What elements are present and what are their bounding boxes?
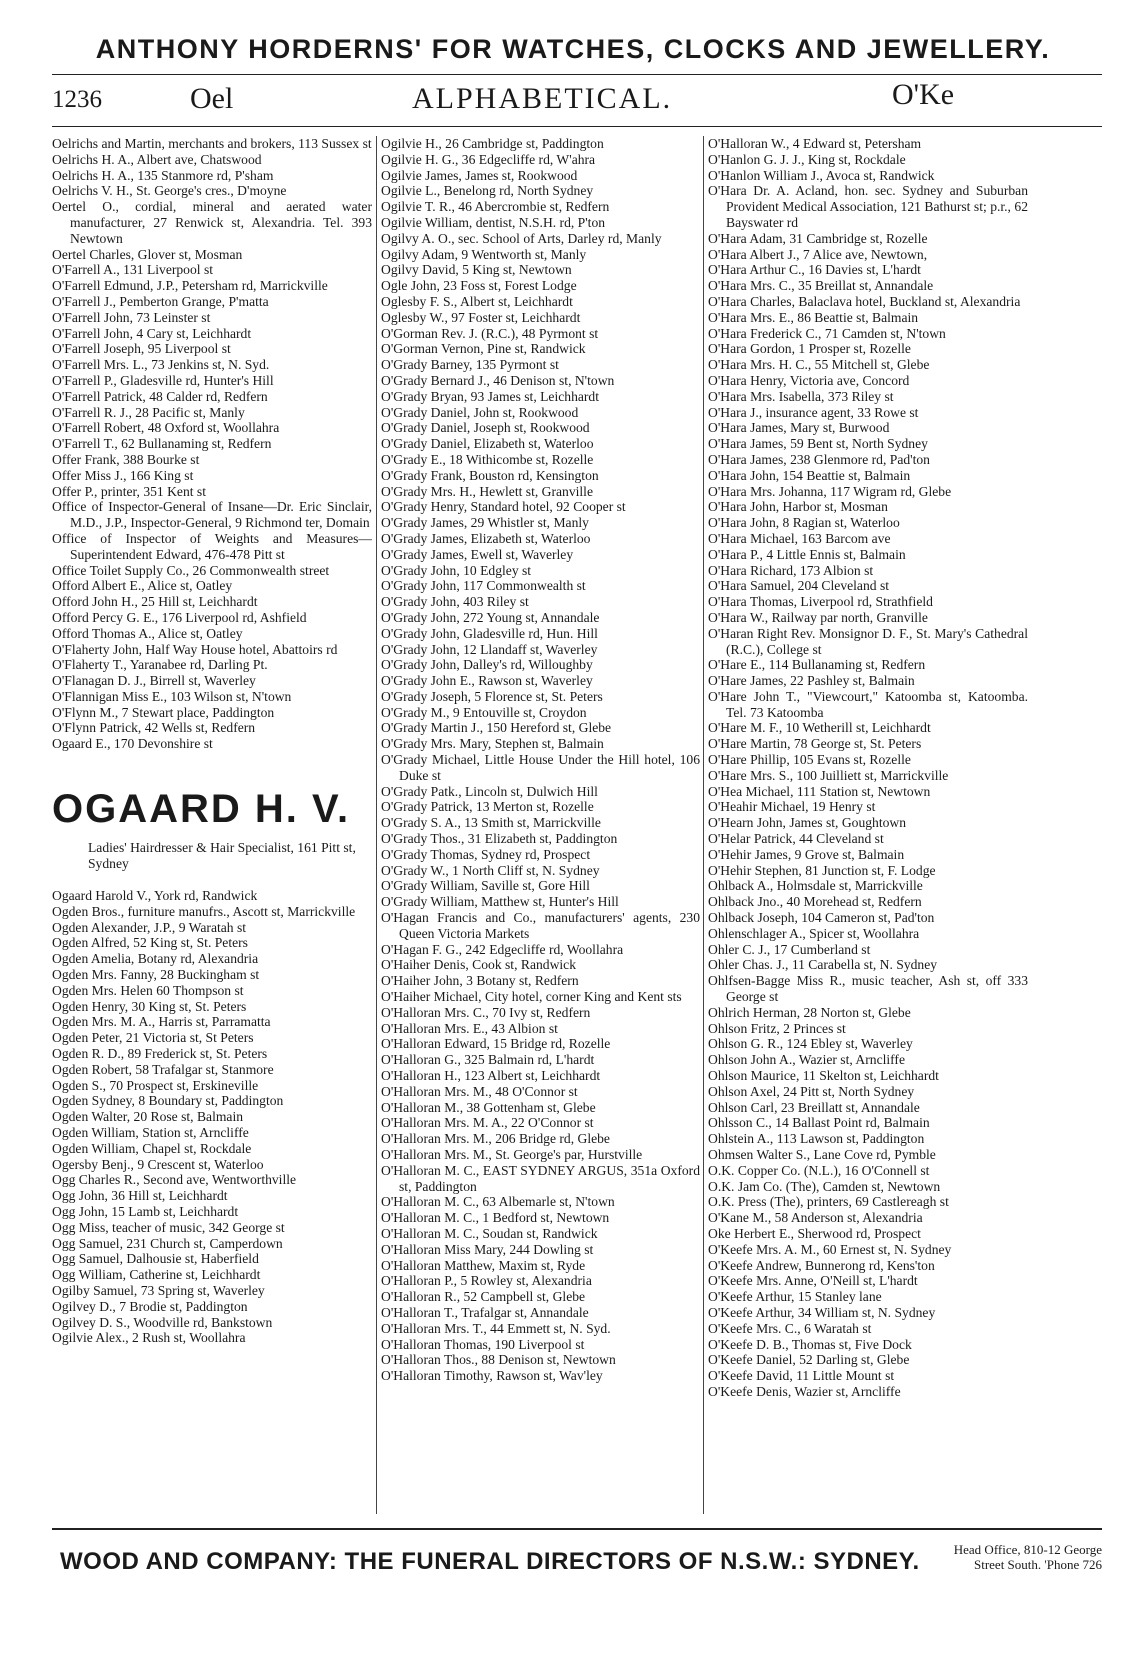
directory-entry: O'Hara Henry, Victoria ave, Concord xyxy=(708,372,910,388)
directory-entry: O'Hare E., 114 Bullanaming st, Redfern xyxy=(708,657,926,673)
footer-address-line-1: Head Office, 810-12 George xyxy=(953,1542,1102,1557)
directory-entry: Offer Frank, 388 Bourke st xyxy=(52,451,200,467)
directory-entry: Oelrichs H. A., Albert ave, Chatswood xyxy=(52,151,262,167)
directory-entry: Ohler Chas. J., 11 Carabella st, N. Sydney xyxy=(708,957,938,973)
directory-entry: O'Halloran Edward, 15 Bridge rd, Rozelle xyxy=(381,1036,611,1052)
directory-entry: O'Farrell Mrs. L., 73 Jenkins st, N. Syd. xyxy=(52,357,270,373)
directory-entry: O'Grady John, 12 Llandaff st, Waverley xyxy=(381,641,598,657)
directory-entry: O'Farrell A., 131 Liverpool st xyxy=(52,262,214,278)
directory-entry: Ogden Mrs. Fanny, 28 Buckingham st xyxy=(52,967,260,983)
directory-entry: Ogilby Samuel, 73 Spring st, Waverley xyxy=(52,1283,265,1298)
directory-entry: O'Hara John, 154 Beattie st, Balmain xyxy=(708,467,911,483)
directory-entry: Ohlrich Herman, 28 Norton st, Glebe xyxy=(708,1004,911,1020)
directory-entry: O'Hanlon William J., Avoca st, Randwick xyxy=(708,167,935,183)
directory-entry: Ogle John, 23 Foss st, Forest Lodge xyxy=(381,278,577,294)
directory-entry: O'Grady Daniel, Joseph st, Rookwood xyxy=(381,420,590,436)
footer-main-text: WOOD AND COMPANY: THE FUNERAL DIRECTORS OF N.S.W.: SYDNEY. xyxy=(60,1548,920,1575)
directory-entry: O'Hara Michael, 163 Barcom ave xyxy=(708,530,891,546)
directory-entry: O'Grady Daniel, John st, Rookwood xyxy=(381,404,579,420)
directory-entry: O'Hagan Francis and Co., manufacturers' agents, 230 Queen Victoria Markets xyxy=(381,910,700,941)
directory-entry: O'Grady John, Gladesville rd, Hun. Hill xyxy=(381,625,598,641)
directory-entry: Ogden R. D., 89 Frederick st, St. Peters xyxy=(52,1046,268,1062)
directory-entry: O'Grady William, Matthew st, Hunter's Hill xyxy=(381,894,619,910)
directory-entry: Ogilvie William, dentist, N.S.H. rd, P'ton xyxy=(381,214,606,230)
top-advert-banner: ANTHONY HORDERNS' FOR WATCHES, CLOCKS AND JEWELLERY. xyxy=(95,34,1051,64)
directory-entry: O'Haiher Denis, Cook st, Randwick xyxy=(381,957,576,973)
directory-entry: O'Hara Dr. A. Acland, hon. sec. Sydney and Suburban Provident Medical Association, 121 Bathurst st; p.r., 62 Bayswater rd xyxy=(708,183,1028,230)
directory-entry: O'Grady Frank, Bouston rd, Kensington xyxy=(381,467,599,483)
directory-entry: Offer P., printer, 351 Kent st xyxy=(52,483,206,499)
directory-entry: O'Grady Martin J., 150 Hereford st, Glebe xyxy=(381,720,612,736)
directory-entry: O'Halloran M. C., EAST SYDNEY ARGUS, 351a Oxford st, Paddington xyxy=(381,1162,700,1194)
directory-entry: O'Hare M. F., 10 Wetherill st, Leichhardt xyxy=(708,720,931,736)
header-rule-bottom xyxy=(52,126,1102,127)
directory-entry: O'Halloran M. C., 63 Albemarle st, N'town xyxy=(381,1194,615,1210)
directory-entry: O'Halloran R., 52 Campbell st, Glebe xyxy=(381,1289,586,1305)
directory-entry: O'Heahir Michael, 19 Henry st xyxy=(708,799,876,815)
directory-entry: O'Hanlon G. J. J., King st, Rockdale xyxy=(708,151,906,167)
directory-entry: Ogden Sydney, 8 Boundary st, Paddington xyxy=(52,1093,284,1109)
directory-entry: O'Halloran M., 38 Gottenham st, Glebe xyxy=(381,1099,596,1115)
directory-entry: Office of Inspector-General of Insane—Dr. Eric Sinclair, M.D., J.P., Inspector-General, 9 Richmond ter, Domain xyxy=(52,499,372,531)
header-rule-top xyxy=(52,74,1102,75)
directory-entry: O'Grady Patrick, 13 Merton st, Rozelle xyxy=(381,799,594,815)
directory-entry: Ogg William, Catherine st, Leichhardt xyxy=(52,1267,261,1283)
directory-entry: O'Grady Daniel, Elizabeth st, Waterloo xyxy=(381,436,594,452)
directory-entry: O'Keefe Arthur, 34 William st, N. Sydney xyxy=(708,1304,936,1320)
directory-entry: O'Grady Bryan, 93 James st, Leichhardt xyxy=(381,388,600,404)
directory-entry: O'Hare Mrs. S., 100 Juilliett st, Marrickville xyxy=(708,767,949,783)
directory-entry: O'Halloran Mrs. M. A., 22 O'Connor st xyxy=(381,1115,594,1131)
directory-entry: O'Hara Mrs. E., 86 Beattie st, Balmain xyxy=(708,309,919,325)
directory-entry: O'Farrell John, 4 Cary st, Leichhardt xyxy=(52,325,252,341)
directory-entry: O'Gorman Rev. J. (R.C.), 48 Pyrmont st xyxy=(381,325,599,341)
directory-entry: O.K. Copper Co. (N.L.), 16 O'Connell st xyxy=(708,1162,930,1178)
directory-entry: Ogilvie L., Benelong rd, North Sydney xyxy=(381,183,594,199)
directory-entry: O'Flannigan Miss E., 103 Wilson st, N'town xyxy=(52,688,292,704)
directory-entry: O'Hara Mrs. H. C., 55 Mitchell st, Glebe xyxy=(708,357,930,373)
directory-entry: Ohlback A., Holmsdale st, Marrickville xyxy=(708,878,923,894)
directory-entry: O'Hara Adam, 31 Cambridge st, Rozelle xyxy=(708,230,928,246)
directory-entry: Ogg John, 36 Hill st, Leichhardt xyxy=(52,1188,228,1204)
directory-entry: O'Grady William, Saville st, Gore Hill xyxy=(381,878,590,894)
directory-entry: Ohlson Axel, 24 Pitt st, North Sydney xyxy=(708,1083,915,1099)
directory-entry: O'Grady James, Elizabeth st, Waterloo xyxy=(381,530,591,546)
directory-entry: Ogden Bros., furniture manufrs., Ascott st, Marrickville xyxy=(52,903,356,919)
page-number: 1236 xyxy=(52,86,102,113)
footer-address xyxy=(954,1542,1102,1572)
directory-entry: O'Hara Frederick C., 71 Camden st, N'town xyxy=(708,325,946,341)
directory-entry: O'Keefe Daniel, 52 Darling st, Glebe xyxy=(708,1352,910,1368)
directory-entry: Oglesby F. S., Albert st, Leichhardt xyxy=(381,293,573,309)
directory-entry: Ogden Amelia, Botany rd, Alexandria xyxy=(52,951,259,967)
footer-advert xyxy=(52,1542,1102,1592)
directory-entry: O'Gorman Vernon, Pine st, Randwick xyxy=(381,341,586,357)
directory-entry: O'Keefe Andrew, Bunnerong rd, Kens'ton xyxy=(708,1257,935,1273)
directory-entry: Ogden William, Chapel st, Rockdale xyxy=(52,1140,252,1156)
directory-entry: O'Halloran M. C., 1 Bedford st, Newtown xyxy=(381,1210,610,1226)
directory-entry: O'Halloran W., 4 Edward st, Petersham xyxy=(708,136,922,151)
directory-entry: Ogilvie H., 26 Cambridge st, Paddington xyxy=(381,136,604,151)
directory-entry: O'Hara Thomas, Liverpool rd, Strathfield xyxy=(708,594,933,610)
directory-entry: O'Grady Mrs. H., Hewlett st, Granville xyxy=(381,483,593,499)
directory-entry: O'Farrell J., Pemberton Grange, P'matta xyxy=(52,293,269,309)
directory-entry: O'Halloran M. C., Soudan st, Randwick xyxy=(381,1225,598,1241)
directory-entry: O'Grady W., 1 North Cliff st, N. Sydney xyxy=(381,862,600,878)
directory-entry: O'Farrell T., 62 Bullanaming st, Redfern xyxy=(52,436,272,452)
advert-description: Ladies' Hairdresser & Hair Specialist, 161 Pitt st, Sydney xyxy=(88,840,356,872)
directory-entry: Ogden Mrs. M. A., Harris st, Parramatta xyxy=(52,1014,271,1030)
directory-entry: Ohmsen Walter S., Lane Cove rd, Pymble xyxy=(708,1147,936,1162)
section-title: ALPHABETICAL. xyxy=(412,82,673,115)
column-1-entries-bottom xyxy=(52,888,372,1346)
page-header xyxy=(52,78,1102,122)
directory-entry: O'Halloran Mrs. M., St. George's par, Hurstville xyxy=(381,1147,643,1162)
directory-entry: O'Hara John, Harbor st, Mosman xyxy=(708,499,888,515)
directory-entry: Ogilvey D. S., Woodville rd, Bankstown xyxy=(52,1314,273,1330)
directory-entry: O'Hare Martin, 78 George st, St. Peters xyxy=(708,736,922,752)
directory-entry: O'Halloran Mrs. T., 44 Emmett st, N. Syd. xyxy=(381,1320,611,1336)
directory-entry: Ogden Robert, 58 Trafalgar st, Stanmore xyxy=(52,1061,274,1077)
directory-entry: O.K. Press (The), printers, 69 Castlereagh st xyxy=(708,1194,949,1210)
directory-entry: Office of Inspector of Weights and Measures—Superintendent Edward, 476-478 Pitt st xyxy=(52,530,372,562)
directory-entry: O'Keefe Mrs. A. M., 60 Ernest st, N. Sydney xyxy=(708,1241,952,1257)
directory-entry: O'Hara W., Railway par north, Granville xyxy=(708,609,928,625)
directory-entry: Ogden Henry, 30 King st, St. Peters xyxy=(52,998,247,1014)
directory-entry: O'Flaherty T., Yaranabee rd, Darling Pt. xyxy=(52,657,268,673)
directory-entry: O'Grady Thos., 31 Elizabeth st, Paddington xyxy=(381,831,618,847)
directory-entry: O'Halloran Mrs. E., 43 Albion st xyxy=(381,1020,558,1036)
directory-entry: O'Flynn Patrick, 42 Wells st, Redfern xyxy=(52,720,256,736)
directory-entry: O'Hare James, 22 Pashley st, Balmain xyxy=(708,673,915,689)
directory-entry: O'Farrell Patrick, 48 Calder rd, Redfern xyxy=(52,388,268,404)
directory-entry: Oglesby W., 97 Foster st, Leichhardt xyxy=(381,309,581,325)
directory-entry: O'Hagan F. G., 242 Edgecliffe rd, Woollahra xyxy=(381,941,624,957)
directory-entry: Offord John H., 25 Hill st, Leichhardt xyxy=(52,594,258,610)
directory-entry: O'Hea Michael, 111 Station st, Newtown xyxy=(708,783,931,799)
directory-entry: Ogden William, Station st, Arncliffe xyxy=(52,1125,249,1141)
footer-address-line-2: Street South. 'Phone 726 xyxy=(973,1557,1102,1572)
directory-entry: O'Halloran Thos., 88 Denison st, Newtown xyxy=(381,1352,616,1368)
directory-entry: O'Halloran P., 5 Rowley st, Alexandria xyxy=(381,1273,592,1289)
directory-entry: O'Hara Charles, Balaclava hotel, Buckland st, Alexandria xyxy=(708,293,1021,309)
directory-entry: O'Grady S. A., 13 Smith st, Marrickville xyxy=(381,815,601,831)
directory-entry: Ogilvy A. O., sec. School of Arts, Darley rd, Manly xyxy=(381,230,662,246)
column-1 xyxy=(52,136,372,1514)
directory-entry: O'Haiher Michael, City hotel, corner King and Kent sts xyxy=(381,989,682,1005)
directory-entry: O'Helar Patrick, 44 Cleveland st xyxy=(708,831,884,847)
directory-entry: O'Grady Henry, Standard hotel, 92 Cooper st xyxy=(381,499,626,515)
directory-entry: O'Keefe David, 11 Little Mount st xyxy=(708,1368,895,1384)
directory-entry: O'Grady John E., Rawson st, Waverley xyxy=(381,673,593,689)
directory-entry: O'Halloran G., 325 Balmain rd, L'hardt xyxy=(381,1052,595,1068)
directory-entry: O'Grady John, Dalley's rd, Willoughby xyxy=(381,657,593,673)
directory-entry: O'Halloran Matthew, Maxim st, Ryde xyxy=(381,1257,586,1273)
directory-entry: O'Grady John, 403 Riley st xyxy=(381,594,529,610)
column-3 xyxy=(708,136,1028,1514)
directory-entry: O'Hara James, Mary st, Burwood xyxy=(708,420,890,436)
directory-entry: Ogden Alexander, J.P., 9 Waratah st xyxy=(52,919,247,935)
directory-entry: O'Grady John, 117 Commonwealth st xyxy=(381,578,586,594)
directory-entry: O'Hearn John, James st, Goughtown xyxy=(708,815,907,831)
directory-entry: Ogden Mrs. Helen 60 Thompson st xyxy=(52,982,244,998)
directory-entry: Ogden Walter, 20 Rose st, Balmain xyxy=(52,1109,244,1125)
directory-entry: O'Kane M., 58 Anderson st, Alexandria xyxy=(708,1210,923,1226)
directory-entry: O'Grady Joseph, 5 Florence st, St. Peters xyxy=(381,688,603,704)
directory-entry: O'Halloran T., Trafalgar st, Annandale xyxy=(381,1304,589,1320)
directory-entry: O'Hehir James, 9 Grove st, Balmain xyxy=(708,846,905,862)
directory-entry: Ohlson G. R., 124 Ebley st, Waverley xyxy=(708,1036,913,1052)
directory-entry: O'Hara Samuel, 204 Cleveland st xyxy=(708,578,890,594)
directory-entry: Ohlback Joseph, 104 Cameron st, Pad'ton xyxy=(708,910,935,926)
directory-entry: O'Grady James, Ewell st, Waverley xyxy=(381,546,574,562)
directory-entry: O'Grady John, 272 Young st, Annandale xyxy=(381,609,600,625)
directory-entry: Ohler C. J., 17 Cumberland st xyxy=(708,941,871,957)
directory-entry: O'Hara P., 4 Little Ennis st, Balmain xyxy=(708,546,906,562)
directory-entry: O'Farrell P., Gladesville rd, Hunter's Hill xyxy=(52,372,274,388)
directory-entry: Ogden S., 70 Prospect st, Erskineville xyxy=(52,1077,259,1093)
directory-entry: O'Haran Right Rev. Monsignor D. F., St. Mary's Cathedral (R.C.), College st xyxy=(708,625,1028,657)
directory-entry: O'Keefe Denis, Wazier st, Arncliffe xyxy=(708,1383,901,1399)
directory-entry: O'Farrell Robert, 48 Oxford st, Woollahra xyxy=(52,420,280,436)
directory-entry: O'Grady Thomas, Sydney rd, Prospect xyxy=(381,846,591,862)
directory-entry: O'Haiher John, 3 Botany st, Redfern xyxy=(381,973,579,989)
directory-entry: O'Hara John, 8 Ragian st, Waterloo xyxy=(708,515,900,531)
directory-entry: Ohlfsen-Bagge Miss R., music teacher, Ash st, off 333 George st xyxy=(708,973,1028,1005)
footer-rule xyxy=(52,1528,1102,1530)
directory-entry: O.K. Jam Co. (The), Camden st, Newtown xyxy=(708,1178,941,1194)
directory-entry: O'Hara James, 59 Bent st, North Sydney xyxy=(708,436,928,452)
directory-entry: Offord Percy G. E., 176 Liverpool rd, Ashfield xyxy=(52,609,307,625)
directory-entry: Ogaard E., 170 Devonshire st xyxy=(52,736,213,752)
directory-entry: Ohlson John A., Wazier st, Arncliffe xyxy=(708,1052,905,1068)
directory-entry: O'Halloran Miss Mary, 244 Dowling st xyxy=(381,1241,594,1257)
directory-entry: Ogg Samuel, 231 Church st, Camperdown xyxy=(52,1235,283,1251)
directory-entry: Ogden Peter, 21 Victoria st, St Peters xyxy=(52,1030,254,1046)
directory-entry: O'Halloran Mrs. C., 70 Ivy st, Redfern xyxy=(381,1004,591,1020)
directory-entry: O'Hehir Stephen, 81 Junction st, F. Lodge xyxy=(708,862,936,878)
directory-entry: Ogden Alfred, 52 King st, St. Peters xyxy=(52,935,248,951)
directory-entry: O'Farrell John, 73 Leinster st xyxy=(52,309,211,325)
directory-entry: Ogilvie H. G., 36 Edgecliffe rd, W'ahra xyxy=(381,151,596,167)
directory-entry: O'Keefe Mrs. C., 6 Waratah st xyxy=(708,1320,872,1336)
directory-entry: O'Hara Albert J., 7 Alice ave, Newtown, xyxy=(708,246,928,262)
directory-entry: Oke Herbert E., Sherwood rd, Prospect xyxy=(708,1225,921,1241)
directory-entry: Ogilvy Adam, 9 Wentworth st, Manly xyxy=(381,246,587,262)
directory-entry: Ogilvie James, James st, Rookwood xyxy=(381,167,578,183)
column-1-entries-top xyxy=(52,136,372,752)
directory-entry: Offer Miss J., 166 King st xyxy=(52,467,194,483)
directory-entry: Ohlson Maurice, 11 Skelton st, Leichhardt xyxy=(708,1068,939,1084)
directory-entry: O'Halloran Thomas, 190 Liverpool st xyxy=(381,1336,585,1352)
directory-entry: O'Hara James, 238 Glenmore rd, Pad'ton xyxy=(708,451,930,467)
directory-entry: O'Grady M., 9 Entouville st, Croydon xyxy=(381,704,587,720)
directory-entry: O'Grady James, 29 Whistler st, Manly xyxy=(381,515,589,531)
directory-entry: Offord Albert E., Alice st, Oatley xyxy=(52,578,233,594)
directory-entry: Oertel O., cordial, mineral and aerated water manufacturer, 27 Renwick st, Alexandria. Tel. 393 Newtown xyxy=(52,199,372,246)
column-divider xyxy=(376,136,377,1514)
directory-entry: Oelrichs H. A., 135 Stanmore rd, P'sham xyxy=(52,167,274,183)
directory-entry: O'Hara Arthur C., 16 Davies st, L'hardt xyxy=(708,262,921,278)
directory-entry: Ogg Charles R., Second ave, Wentworthville xyxy=(52,1172,297,1188)
directory-entry: O'Hara Richard, 173 Albion st xyxy=(708,562,874,578)
directory-entry: O'Grady John, 10 Edgley st xyxy=(381,562,532,578)
directory-entry: O'Grady Patk., Lincoln st, Dulwich Hill xyxy=(381,783,598,799)
directory-entry: O'Hara Mrs. C., 35 Breillat st, Annandale xyxy=(708,278,934,294)
directory-entry: Ohlson Fritz, 2 Princes st xyxy=(708,1020,846,1036)
directory-entry: Ohlenschlager A., Spicer st, Woollahra xyxy=(708,925,920,941)
directory-entry: O'Halloran Timothy, Rawson st, Wav'ley xyxy=(381,1368,603,1384)
advert-block xyxy=(52,786,372,872)
directory-entry: O'Farrell R. J., 28 Pacific st, Manly xyxy=(52,404,245,420)
directory-entry: Office Toilet Supply Co., 26 Commonwealth street xyxy=(52,562,330,578)
directory-entry: Ohlback Jno., 40 Morehead st, Redfern xyxy=(708,894,922,910)
directory-entry: O'Hare John T., "Viewcourt," Katoomba st, Katoomba. Tel. 73 Katoomba xyxy=(708,688,1028,720)
directory-entry: O'Farrell Edmund, J.P., Petersham rd, Marrickville xyxy=(52,278,328,294)
directory-entry: O'Grady Bernard J., 46 Denison st, N'town xyxy=(381,372,615,388)
column-2 xyxy=(381,136,700,1514)
directory-entry: O'Grady E., 18 Withicombe st, Rozelle xyxy=(381,451,594,467)
guide-word-left: Oel xyxy=(190,82,234,115)
directory-entry: O'Keefe D. B., Thomas st, Five Dock xyxy=(708,1336,912,1352)
directory-entry: Ogg John, 15 Lamb st, Leichhardt xyxy=(52,1204,239,1220)
listing-columns xyxy=(52,136,1102,1514)
directory-entry: Ogersby Benj., 9 Crescent st, Waterloo xyxy=(52,1156,264,1172)
directory-entry: O'Hara J., insurance agent, 33 Rowe st xyxy=(708,404,919,420)
directory-entry: O'Hare Phillip, 105 Evans st, Rozelle xyxy=(708,752,911,768)
directory-entry: O'Halloran H., 123 Albert st, Leichhardt xyxy=(381,1068,601,1084)
directory-entry: Ohlstein A., 113 Lawson st, Paddington xyxy=(708,1131,925,1147)
directory-entry: O'Flaherty John, Half Way House hotel, Abattoirs rd xyxy=(52,641,338,657)
directory-entry: O'Grady Barney, 135 Pyrmont st xyxy=(381,357,559,373)
directory-entry: Ogg Miss, teacher of music, 342 George st xyxy=(52,1219,285,1235)
directory-entry: Oertel Charles, Glover st, Mosman xyxy=(52,246,243,262)
directory-entry: Ogilvy David, 5 King st, Newtown xyxy=(381,262,572,278)
column-divider xyxy=(703,136,704,1514)
directory-entry: O'Hara Gordon, 1 Prosper st, Rozelle xyxy=(708,341,911,357)
directory-entry: O'Halloran Mrs. M., 206 Bridge rd, Glebe xyxy=(381,1131,610,1147)
directory-entry: Oelrichs and Martin, merchants and brokers, 113 Sussex st xyxy=(52,136,372,151)
directory-entry: O'Grady Michael, Little House Under the Hill hotel, 106 Duke st xyxy=(381,752,700,783)
directory-entry: Ogilvie T. R., 46 Abercrombie st, Redfern xyxy=(381,199,610,215)
directory-entry: O'Flynn M., 7 Stewart place, Paddington xyxy=(52,704,275,720)
advert-name: OGAARD H. V. xyxy=(52,787,351,832)
directory-entry: O'Hara Mrs. Johanna, 117 Wigram rd, Glebe xyxy=(708,483,952,499)
directory-entry: O'Hara Mrs. Isabella, 373 Riley st xyxy=(708,388,894,404)
directory-entry: Oelrichs V. H., St. George's cres., D'moyne xyxy=(52,183,287,199)
directory-entry: O'Keefe Arthur, 15 Stanley lane xyxy=(708,1289,882,1305)
directory-entry: Ogilvie Alex., 2 Rush st, Woollahra xyxy=(52,1330,246,1346)
directory-entry: Ogilvey D., 7 Brodie st, Paddington xyxy=(52,1298,248,1314)
directory-entry: O'Flanagan D. J., Birrell st, Waverley xyxy=(52,673,256,689)
directory-entry: O'Farrell Joseph, 95 Liverpool st xyxy=(52,341,231,357)
directory-entry: O'Keefe Mrs. Anne, O'Neill st, L'hardt xyxy=(708,1273,918,1289)
directory-entry: Ogaard Harold V., York rd, Randwick xyxy=(52,888,258,904)
directory-entry: Ogg Samuel, Dalhousie st, Haberfield xyxy=(52,1251,259,1267)
guide-word-right: O'Ke xyxy=(892,78,955,111)
directory-entry: Ohlson Carl, 23 Breillatt st, Annandale xyxy=(708,1099,920,1115)
directory-entry: Ohlsson C., 14 Ballast Point rd, Balmain xyxy=(708,1115,930,1131)
directory-entry: O'Grady Mrs. Mary, Stephen st, Balmain xyxy=(381,736,604,752)
directory-entry: O'Halloran Mrs. M., 48 O'Connor st xyxy=(381,1083,578,1099)
directory-entry: Offord Thomas A., Alice st, Oatley xyxy=(52,625,243,641)
